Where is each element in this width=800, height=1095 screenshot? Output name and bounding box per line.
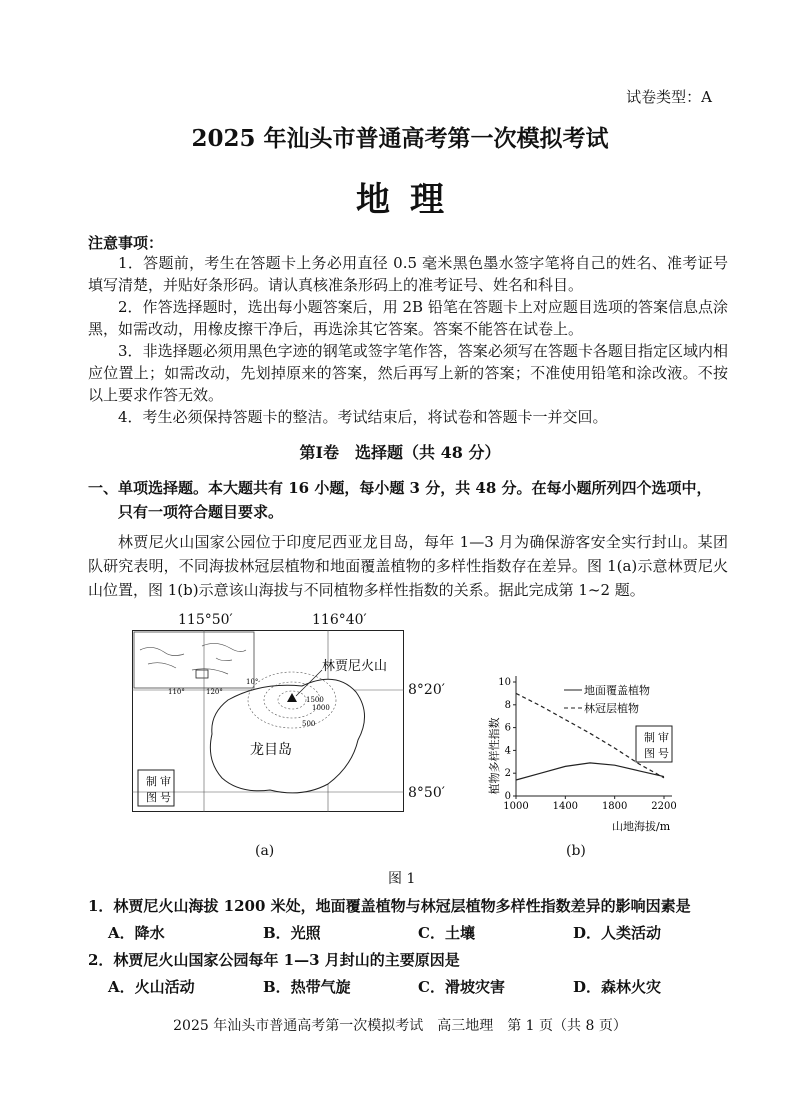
section-heading: 第Ⅰ卷 选择题（共 48 分） bbox=[299, 443, 501, 462]
inset-lon-label-120: 120° bbox=[206, 688, 223, 696]
question-2-text: 2．林贾尼火山国家公园每年 1—3 月封山的主要原因是 bbox=[88, 951, 460, 969]
notice-item: 2．作答选择题时，选出每小题答案后，用 2B 铅笔在答题卡上对应题目选项的答案信息点涂黑，如需改动，用橡皮擦干净后，再选涂其它答案。答案不能答在试卷上。 bbox=[88, 298, 728, 338]
option-d: D．人类活动 bbox=[573, 924, 662, 942]
notice-list bbox=[88, 252, 728, 428]
chart-review-stamp bbox=[636, 726, 672, 762]
chart-ylabel: 植物多样性指数 bbox=[488, 717, 501, 795]
y-tick-label: 8 bbox=[504, 699, 511, 711]
y-tick-label: 0 bbox=[504, 791, 511, 802]
notice-item: 3．非选择题必须用黑色字迹的钢笔或签字笔作答，答案必须写在答题卡各题目指定区域内相应位置上；如需改动，先划掉原来的答案，然后再写上新的答案；不准使用铅笔和涂改液。不按以上要求作答无效。 bbox=[88, 342, 728, 404]
contour-label-500: 500 bbox=[302, 720, 316, 728]
stamp-char: 审 bbox=[658, 731, 669, 744]
y-tick-label: 4 bbox=[504, 745, 511, 757]
location-map bbox=[132, 630, 404, 812]
stamp-char: 号 bbox=[658, 747, 669, 760]
island-label: 龙目岛 bbox=[250, 742, 292, 758]
figure-b-caption: (b) bbox=[566, 843, 586, 859]
inset-frame bbox=[134, 632, 254, 688]
chart-xlabel: 山地海拔/m bbox=[612, 820, 671, 833]
map-lat-label-8-50: 8°50′ bbox=[408, 785, 445, 801]
page-footer: 2025 年汕头市普通高考第一次模拟考试 高三地理 第 1 页（共 8 页） bbox=[173, 1018, 627, 1034]
x-tick-label: 2200 bbox=[651, 801, 677, 812]
y-tick-label: 6 bbox=[504, 722, 511, 734]
inset-lon-label-110: 110° bbox=[168, 688, 185, 696]
exam-type-label: 试卷类型：A bbox=[626, 88, 712, 106]
x-tick-label: 1000 bbox=[503, 801, 529, 812]
figure-label: 图 1 bbox=[388, 871, 416, 887]
notice-heading: 注意事项： bbox=[88, 234, 164, 252]
option-b: B．光照 bbox=[263, 924, 321, 942]
stamp-char: 图 bbox=[644, 747, 655, 760]
option-a: A．降水 bbox=[108, 924, 165, 942]
y-tick-label: 10 bbox=[498, 677, 511, 688]
inset-lat-label-10: 10° bbox=[246, 678, 259, 686]
map-lon-label-115-50: 115°50′ bbox=[178, 612, 233, 628]
map-lon-label-116-40: 116°40′ bbox=[312, 612, 367, 628]
option-b: B．热带气旋 bbox=[263, 978, 351, 996]
option-a: A．火山活动 bbox=[108, 978, 195, 996]
figure-a-caption: (a) bbox=[255, 843, 275, 859]
map-lat-label-8-20: 8°20′ bbox=[408, 682, 445, 698]
chart-legend bbox=[564, 683, 650, 715]
option-c: C．土壤 bbox=[418, 924, 475, 942]
stamp-char: 图 bbox=[146, 791, 157, 804]
part1-heading: 一、单项选择题。本大题共有 16 小题，每小题 3 分，共 48 分。在每小题所列四个选项中， bbox=[88, 479, 712, 497]
diversity-chart bbox=[486, 664, 696, 840]
intro-text: 林贾尼火山国家公园位于印度尼西亚龙目岛，每年 1—3 月为确保游客安全实行封山。某团队研究表明，不同海拔林冠层植物和地面覆盖植物的多样性指数存在差异。图 1(a)示意林贾尼火山位置，图 1(b)示意该山海拔与不同植物多样性指数的关系。据此完成第 1~2 题。 bbox=[88, 533, 728, 599]
x-tick-label: 1800 bbox=[601, 801, 628, 812]
question-intro bbox=[88, 530, 728, 602]
stamp-char: 制 bbox=[644, 731, 655, 744]
series-line-ground-cover bbox=[516, 763, 664, 780]
stamp-char: 审 bbox=[160, 775, 171, 788]
notice-item: 1．答题前，考生在答题卡上务必用直径 0.5 毫米黑色墨水签字笔将自己的姓名、准考证号填写清楚，并贴好条形码。请认真核准条形码上的准考证号、姓名和科目。 bbox=[88, 254, 728, 294]
stamp-char: 制 bbox=[146, 775, 157, 788]
subject-title: 地理 bbox=[356, 180, 464, 220]
contour-label-1000: 1000 bbox=[312, 704, 330, 712]
question-1-options bbox=[88, 922, 728, 943]
y-tick-label: 2 bbox=[504, 768, 511, 780]
part1-instructions bbox=[88, 476, 728, 524]
option-d: D．森林火灾 bbox=[573, 978, 662, 996]
question-1 bbox=[88, 895, 728, 943]
exam-title: 2025 年汕头市普通高考第一次模拟考试 bbox=[191, 125, 609, 152]
question-1-text: 1．林贾尼火山海拔 1200 米处，地面覆盖植物与林冠层植物多样性指数差异的影响因素是 bbox=[88, 897, 691, 915]
option-c: C．滑坡灾害 bbox=[418, 978, 505, 996]
x-tick-label: 1400 bbox=[552, 801, 579, 812]
legend-label-canopy: 林冠层植物 bbox=[584, 702, 639, 715]
part1-heading-cont: 只有一项符合题目要求。 bbox=[118, 503, 284, 521]
question-2-options bbox=[88, 976, 728, 997]
stamp-char: 号 bbox=[160, 791, 171, 804]
legend-label-ground: 地面覆盖植物 bbox=[584, 684, 650, 697]
notice-item: 4．考生必须保持答题卡的整洁。考试结束后，将试卷和答题卡一并交回。 bbox=[118, 408, 608, 426]
contour-label-1500: 1500 bbox=[306, 696, 324, 704]
inset-map bbox=[134, 632, 258, 696]
volcano-label: 林贾尼火山 bbox=[322, 659, 388, 674]
question-2 bbox=[88, 949, 728, 997]
